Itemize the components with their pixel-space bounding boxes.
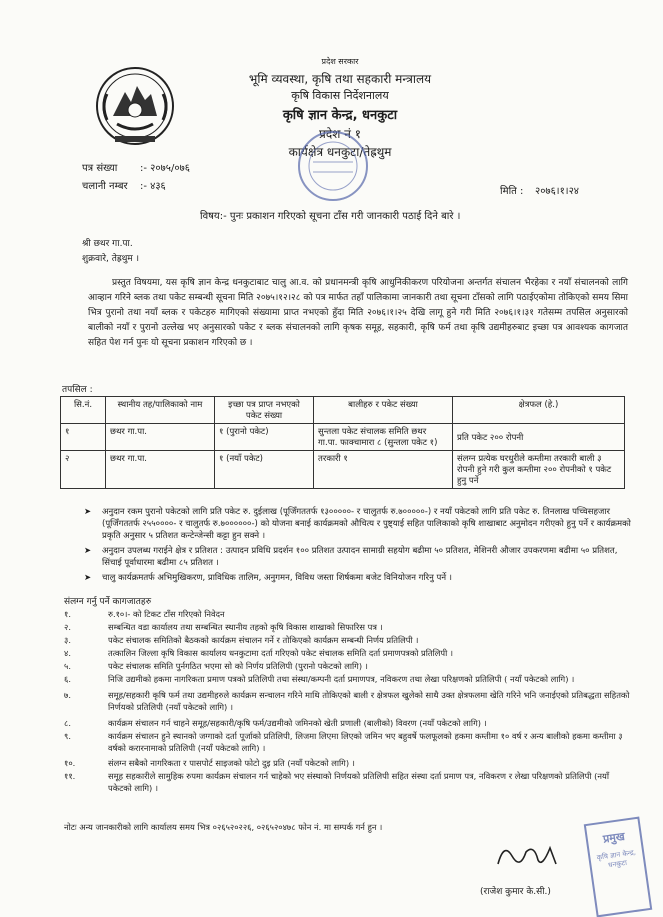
bullet-text: अनुदान रकम पुरानो पकेटको लागि प्रति पकेट रु. दुईलाख (पूजिँगततर्फ १३०००००- र चालुतर्फ रु.७०००००-) र नयाँ पकेटको लागि प्रति पकेट रु. तिनलाख पच्चिसहजार (पूजिँगततर्फ २५५००००- र चालुतर्फ रु.७००००००-) को योजना बनाई कार्यक्रमको औचित्य र पुष्ट्याई सहित पालिकाको कृषि शाखाबाट अनुमोदन गरीएको हुनु पर्ने र कार्यक्रमको प्रकृति अनुसार ५ प्रतिशत कन्टेन्जेन्सी कट्टा हुन सक्ने । bbox=[102, 507, 631, 541]
recipient-place: शुक्रवारे, तेह्रथुम । bbox=[82, 254, 140, 264]
reference-label: पत्र संख्या bbox=[82, 163, 118, 174]
header-province: प्रदेश सरकार bbox=[321, 57, 359, 66]
list-item bbox=[64, 757, 634, 769]
details-table bbox=[60, 396, 625, 489]
date-value: २०७६।१।२४ bbox=[535, 186, 579, 197]
list-item bbox=[64, 717, 634, 729]
item-text: पकेट संचालक समितिको बैठकको कार्यक्रम संचालन गर्ने र तोकिएको कार्यक्रम सम्बन्धी निर्णय प्रतिलिपी । bbox=[108, 635, 419, 645]
signatory-name: (राजेश कुमार के.सी.) bbox=[480, 887, 551, 897]
body-paragraph: प्रस्तुत विषयमा, यस कृषि ज्ञान केन्द्र धनकुटाबाट चालु आ.व. को प्रधानमन्त्री कृषि आधुनिकीकरण परियोजना अन्तर्गत संचालन भैरहेका र नयाँ संचालनको लागि आव्हान गरिने ब्लक तथा पकेट सम्बन्धी सूचना मिति २०७५।१२।२८ को पत्र मार्फत तहाँ पालिकामा जानकारी तथा सूचना टाँसको लागि पठाईएकोमा तोकिएको समय सिमा भित्र पुरानो तथा नयाँ ब्लक र पकेटहरु मागिएको संख्यामा प्राप्त नभएको हुँदा मिति २०७६।१।२५ देखि लागू हुने गरी मिति २०७६।१।३१ गतेसम्म तपसिल अनुसारको बालीको नयाँ र पुरानो उल्लेख भए अनुसारको पकेट र ब्लक संचालनको लागि कृषक समूह, सहकारी, कृषि फर्म तथा कृषि उद्यमीहरुबाट इच्छा पत्र आवश्यक कागजात सहित पेश गर्न पुनः यो सूचना प्रकाशन गरिएको छ । bbox=[88, 278, 628, 348]
date-label: मिति : bbox=[500, 186, 524, 197]
list-item bbox=[64, 673, 634, 685]
recipient: श्री छथर गा.पा. bbox=[82, 239, 133, 249]
office-stamp-icon bbox=[295, 128, 371, 204]
item-text: निजि उद्यमीको हकमा नागरिकता प्रमाण पत्रको प्रतिलिपी तथा संस्था/कम्पनी दर्ता प्रमाणपत्र, नविकरण तथा लेखा परिक्षणको प्रतिलिपी ( नयाँ पकेटको लागि) । bbox=[108, 674, 575, 684]
item-number: ७. bbox=[64, 690, 71, 700]
table-cell: १ (पुरानो पकेट) bbox=[215, 424, 314, 451]
item-number: १. bbox=[64, 609, 71, 619]
bullet-text: चालु कार्यक्रमतर्फ अभिमुखिकरण, प्राविधिक तालिम, अनुगमन, विविध जस्ता शिर्षकमा बजेट विनियोजन गरिनु पर्ने । bbox=[102, 573, 452, 583]
table-header: इच्छा पत्र प्राप्त नभएको पकेट संख्या bbox=[215, 397, 314, 424]
list-item bbox=[84, 572, 632, 584]
dispatch-label: चलानी नम्बर bbox=[82, 181, 128, 192]
item-number: ४. bbox=[64, 648, 71, 658]
header-ministry: भूमि व्यवस्था, कृषि तथा सहकारी मन्त्रालय bbox=[248, 72, 432, 86]
table-cell: छथर गा.पा. bbox=[106, 424, 215, 451]
signature-icon bbox=[490, 834, 570, 874]
item-number: ६. bbox=[64, 674, 71, 684]
list-item bbox=[64, 770, 634, 794]
item-text: समूह सहकारीले सामुहिक रुपमा कार्यक्रम संचालन गर्न चाहेको भए संस्थाको निर्णयको प्रतिलिपी सहित संस्था दर्ता प्रमाण पत्र, नविकरण र लेखा परिक्षणको प्रतिलिपी (नयाँ पकेटको लागि) । bbox=[108, 771, 609, 793]
item-text: रु.१०।- को टिकट टाँस गरिएको निवेदन bbox=[108, 609, 225, 619]
chief-stamp bbox=[584, 817, 653, 917]
item-number: १०. bbox=[64, 758, 76, 768]
bullet-text: अनुदान उपलब्ध गराईने क्षेत्र र प्रतिशत : उत्पादन प्रविधि प्रदर्शन १०० प्रतिशत उत्पादन सामाग्री सहयोग बढीमा ५० प्रतिशत, मेशिनरी औजार उपकरणमा बढीमा ५० प्रतिशत, सिंचाई पूर्वाधारमा बढीमा ८५ प्रतिशत । bbox=[102, 546, 618, 568]
bullet-list bbox=[84, 506, 632, 584]
item-number: २. bbox=[64, 622, 71, 632]
header-office: कृषि ज्ञान केन्द्र, धनकुटा bbox=[282, 108, 398, 123]
table-row bbox=[61, 424, 625, 451]
item-text: समूह/सहकारी कृषि फर्म तथा उद्यमीहरुले कार्यक्रम सन्चालन गरिने माथि तोकिएको बाली र क्षेत्रफल खुलेको साथै उक्त क्षेत्रफलमा खेति गरिने भनि जनाईएको प्रतिबद्धता सहितको निर्णयको प्रतिलिपी (नयाँ पकेटको लागि) । bbox=[108, 690, 630, 712]
arrow-bullet-icon: ➤ bbox=[84, 546, 92, 556]
arrow-bullet-icon: ➤ bbox=[84, 507, 92, 517]
list-item bbox=[64, 647, 634, 659]
list-item bbox=[84, 545, 632, 569]
table-cell: संलग्न प्रत्येक घरधुरीले कम्तीमा तरकारी बाली ३ रोपनी हुने गरी कुल कम्तीमा २०० रोपनीको १ पकेट हुनु पर्ने bbox=[453, 451, 625, 489]
list-item bbox=[64, 730, 634, 754]
table-cell: तरकारी १ bbox=[314, 451, 453, 489]
header-jurisdiction: कार्यक्षेत्र धनकुटा/तेह्रथुम bbox=[288, 145, 392, 159]
table-header: क्षेत्रफल (हे.) bbox=[453, 397, 625, 424]
tapsil-label: तपसिल : bbox=[62, 385, 93, 395]
item-number: ५. bbox=[64, 661, 71, 671]
list-item bbox=[64, 660, 634, 672]
reference-value: :- २०७५/०७६ bbox=[140, 163, 190, 174]
item-text: कार्यक्रम संचालन गर्न चाहने समूह/सहकारी/कृषि फर्म/उद्यमीको जमिनको खेती प्रणाली (बालीको) विवरण (नयाँ पकेटको लागि) । bbox=[108, 718, 487, 728]
list-item bbox=[64, 608, 634, 620]
header-province-number: प्रदेश नं १ bbox=[319, 127, 361, 141]
item-text: कार्यक्रम संचालन हुने स्थानको जग्गाको दर्ता पूर्जाको प्रतिलिपी, लिजमा लिएमा लिएको जमिन भए बहुवर्षे फलफूलको हकमा कम्तीमा १० वर्ष र अन्य बालीको हकमा कम्तीमा ३ वर्षको करारनामाको प्रतिलिपी (नयाँ पकेटको लागि) । bbox=[108, 731, 623, 753]
list-item bbox=[64, 621, 634, 633]
stamp-text: कृषि ज्ञान केन्द्र, धनकुटा bbox=[596, 848, 637, 870]
item-number: ३. bbox=[64, 635, 71, 645]
table-cell: प्रति पकेट २०० रोपनी bbox=[453, 424, 625, 451]
table-header: स्थानीय तह/पालिकाको नाम bbox=[106, 397, 215, 424]
list-item bbox=[64, 689, 634, 713]
item-number: ११. bbox=[64, 771, 76, 781]
table-cell: १ bbox=[61, 424, 106, 451]
item-text: संलग्न सबैको नागरिकता र पासपोर्ट साइजको फोटो दुइ प्रति (नयाँ पकेटको लागि) । bbox=[108, 758, 355, 768]
table-header: सि.नं. bbox=[61, 397, 106, 424]
header-directorate: कृषि विकास निर्देशनालय bbox=[291, 89, 389, 102]
contact-note: नोटः अन्य जानकारीको लागि कार्यालय समय भित्र ०२६५२०२२६, ०२६५२०४७८ फोन नं. मा सम्पर्क गर्न हुन । bbox=[64, 822, 383, 832]
table-row bbox=[61, 451, 625, 489]
item-number: ९. bbox=[64, 731, 71, 741]
table-cell: छथर गा.पा. bbox=[106, 451, 215, 489]
table-cell: सुन्तला पकेट संचालक समिति छथर गा.पा. फाक्चामारा ८ (सुन्तला पकेट १) bbox=[314, 424, 453, 451]
subject-line: विषय:- पुनः प्रकाशन गरिएको सूचना टाँस गरी जानकारी पठाई दिने बारे । bbox=[200, 211, 461, 222]
table-header-row bbox=[61, 397, 625, 424]
stamp-title: प्रमुख bbox=[602, 829, 626, 846]
item-text: तत्कालिन जिल्ला कृषि विकास कार्यालय धनकुटामा दर्ता गरिएको पकेट संचालक समिति दर्ता प्रमाणपत्रको प्रतिलिपी । bbox=[108, 648, 454, 658]
dispatch-value: :- ४३६ bbox=[140, 181, 166, 192]
table-header: बालीहरु र पकेट संख्या bbox=[314, 397, 453, 424]
list-item bbox=[84, 506, 632, 542]
list-item bbox=[64, 634, 634, 646]
documents-heading: संलग्न गर्नु पर्ने कागजातहरु bbox=[64, 597, 152, 607]
item-text: पकेट संचालक समिति पुर्नगठित भएमा सो को निर्णय प्रतिलिपी (पुरानो पकेटको लागि) । bbox=[108, 661, 368, 671]
item-text: सम्बन्धित वडा कार्यालय तथा सम्बन्धित स्थानीय तहको कृषि विकास शाखाको सिफारिस पत्र । bbox=[108, 622, 383, 632]
table-cell: २ bbox=[61, 451, 106, 489]
table-cell: १ (नयाँ पकेट) bbox=[215, 451, 314, 489]
arrow-bullet-icon: ➤ bbox=[84, 573, 92, 583]
item-number: ८. bbox=[64, 718, 71, 728]
documents-list bbox=[64, 608, 634, 794]
